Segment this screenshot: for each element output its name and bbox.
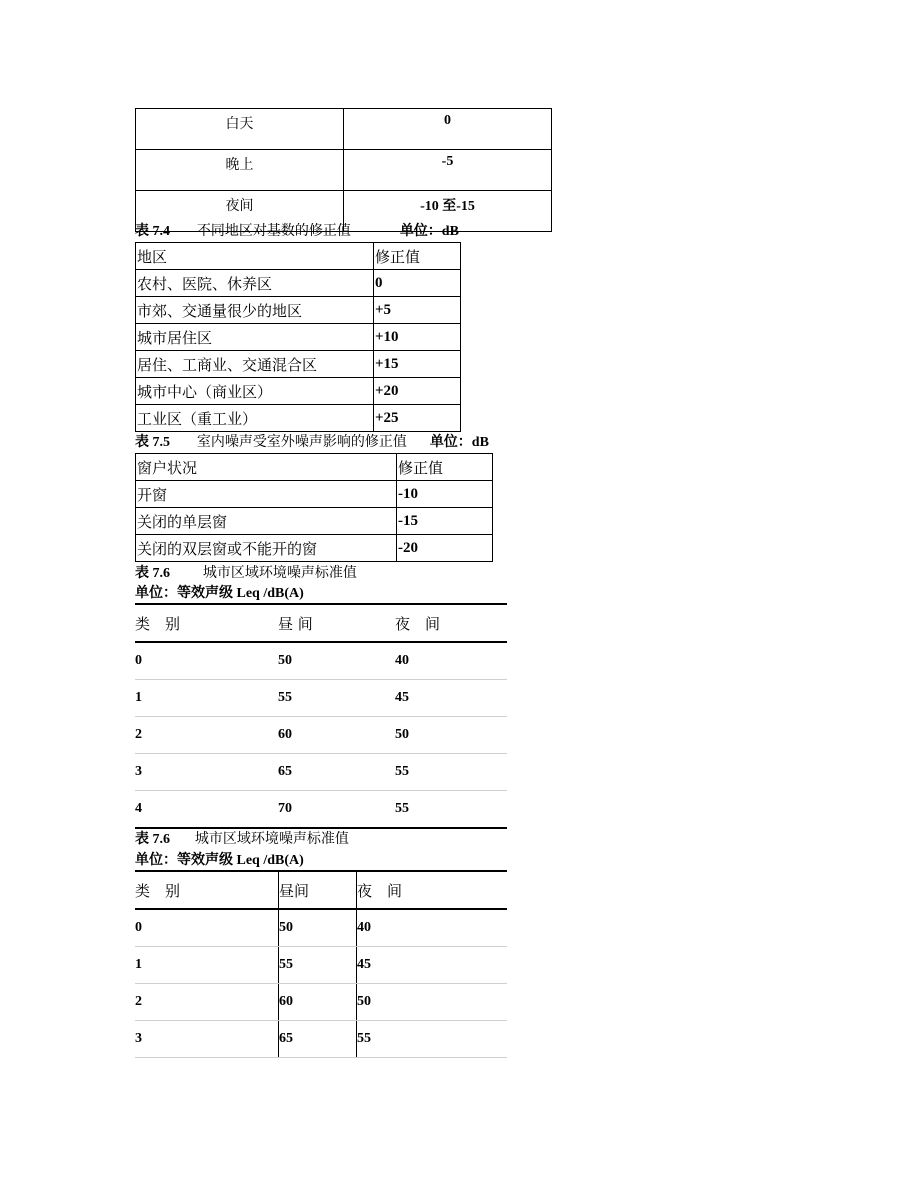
table-row (135, 791, 507, 829)
category-cell: 3 (135, 754, 278, 791)
category-cell: 1 (135, 947, 279, 984)
column-header: 夜 间 (357, 871, 508, 909)
night-cell: 55 (395, 754, 507, 791)
period-value: 0 (344, 109, 552, 150)
category-cell: 0 (135, 909, 279, 947)
window-cell: 关闭的单层窗 (136, 508, 397, 535)
table-row (136, 405, 461, 432)
column-header: 昼 间 (278, 604, 395, 642)
table-row (135, 984, 507, 1021)
table-row (136, 535, 493, 562)
night-cell: 45 (395, 680, 507, 717)
window-cell: 关闭的双层窗或不能开的窗 (136, 535, 397, 562)
value-cell: +15 (374, 351, 461, 378)
period-label: 白天 (136, 109, 344, 150)
table-row (136, 150, 552, 191)
column-header: 窗户状况 (136, 454, 397, 481)
category-cell: 2 (135, 984, 279, 1021)
table-row (136, 378, 461, 405)
night-cell: 40 (357, 909, 508, 947)
caption-title: 城市区域环境噪声标准值 (202, 565, 357, 581)
value-cell: +5 (374, 297, 461, 324)
table-7-6-b (135, 870, 507, 1058)
period-label: 夜间 (136, 191, 344, 232)
table-row (136, 297, 461, 324)
caption-title: 不同地区对基数的修正值 (196, 223, 351, 239)
night-cell: 50 (357, 984, 508, 1021)
table-row (135, 947, 507, 984)
table-row (135, 680, 507, 717)
period-value: -10 至-15 (344, 191, 552, 232)
value-cell: +25 (374, 405, 461, 432)
column-header: 修正值 (374, 243, 461, 270)
caption-title: 城市区域环境噪声标准值 (194, 831, 349, 847)
caption-number: 表 7.6 (135, 566, 170, 581)
area-cell: 农村、医院、休养区 (136, 270, 374, 297)
value-cell: +20 (374, 378, 461, 405)
period-correction-table (135, 108, 552, 232)
window-cell: 开窗 (136, 481, 397, 508)
table-row (136, 351, 461, 378)
day-cell: 60 (278, 717, 395, 754)
day-cell: 60 (279, 984, 357, 1021)
caption-number: 表 7.5 (135, 435, 170, 450)
area-cell: 市郊、交通量很少的地区 (136, 297, 374, 324)
night-cell: 40 (395, 642, 507, 680)
unit-line: 单位：等效声级 Leq /dB(A) (135, 586, 304, 601)
day-cell: 50 (279, 909, 357, 947)
day-cell: 65 (278, 754, 395, 791)
caption-number: 表 7.6 (135, 832, 170, 847)
day-cell: 65 (279, 1021, 357, 1058)
period-label: 晚上 (136, 150, 344, 191)
column-header: 修正值 (397, 454, 493, 481)
category-cell: 1 (135, 680, 278, 717)
caption-title: 室内噪声受室外噪声影响的修正值 (196, 434, 407, 450)
value-cell: -15 (397, 508, 493, 535)
category-cell: 4 (135, 791, 278, 829)
caption-number: 表 7.4 (135, 224, 170, 239)
value-cell: -20 (397, 535, 493, 562)
column-header: 类 别 (135, 604, 278, 642)
unit-line: 单位：等效声级 Leq /dB(A) (135, 853, 304, 868)
night-cell: 45 (357, 947, 508, 984)
table-7-5-caption (135, 434, 489, 451)
column-header: 地区 (136, 243, 374, 270)
table-header-row (136, 454, 493, 481)
night-cell: 55 (357, 1021, 508, 1058)
value-cell: -10 (397, 481, 493, 508)
category-cell: 3 (135, 1021, 279, 1058)
caption-unit: 单位：dB (429, 435, 489, 450)
column-header: 类 别 (135, 871, 279, 909)
day-cell: 50 (278, 642, 395, 680)
table-header-row (135, 871, 507, 909)
area-cell: 居住、工商业、交通混合区 (136, 351, 374, 378)
table-row (136, 324, 461, 351)
area-cell: 工业区（重工业） (136, 405, 374, 432)
caption-unit: 单位：dB (399, 224, 459, 239)
table-row (135, 1021, 507, 1058)
table-7-6-caption (135, 565, 357, 582)
table-row (135, 642, 507, 680)
night-cell: 55 (395, 791, 507, 829)
day-cell: 70 (278, 791, 395, 829)
table-row (135, 717, 507, 754)
column-header: 夜 间 (395, 604, 507, 642)
table-row (136, 508, 493, 535)
column-header: 昼间 (279, 871, 357, 909)
night-cell: 50 (395, 717, 507, 754)
table-row (136, 109, 552, 150)
table-header-row (135, 604, 507, 642)
table-row (135, 909, 507, 947)
category-cell: 0 (135, 642, 278, 680)
area-cell: 城市中心（商业区） (136, 378, 374, 405)
value-cell: 0 (374, 270, 461, 297)
table-7-4-caption (135, 223, 459, 240)
period-value: -5 (344, 150, 552, 191)
table-row (136, 270, 461, 297)
table-header-row (136, 243, 461, 270)
area-cell: 城市居住区 (136, 324, 374, 351)
day-cell: 55 (278, 680, 395, 717)
table-row (136, 481, 493, 508)
table-7-4 (135, 242, 461, 432)
category-cell: 2 (135, 717, 278, 754)
day-cell: 55 (279, 947, 357, 984)
value-cell: +10 (374, 324, 461, 351)
table-7-6-a (135, 603, 507, 829)
table-7-6-caption (135, 831, 349, 848)
table-7-5 (135, 453, 493, 562)
table-row (135, 754, 507, 791)
